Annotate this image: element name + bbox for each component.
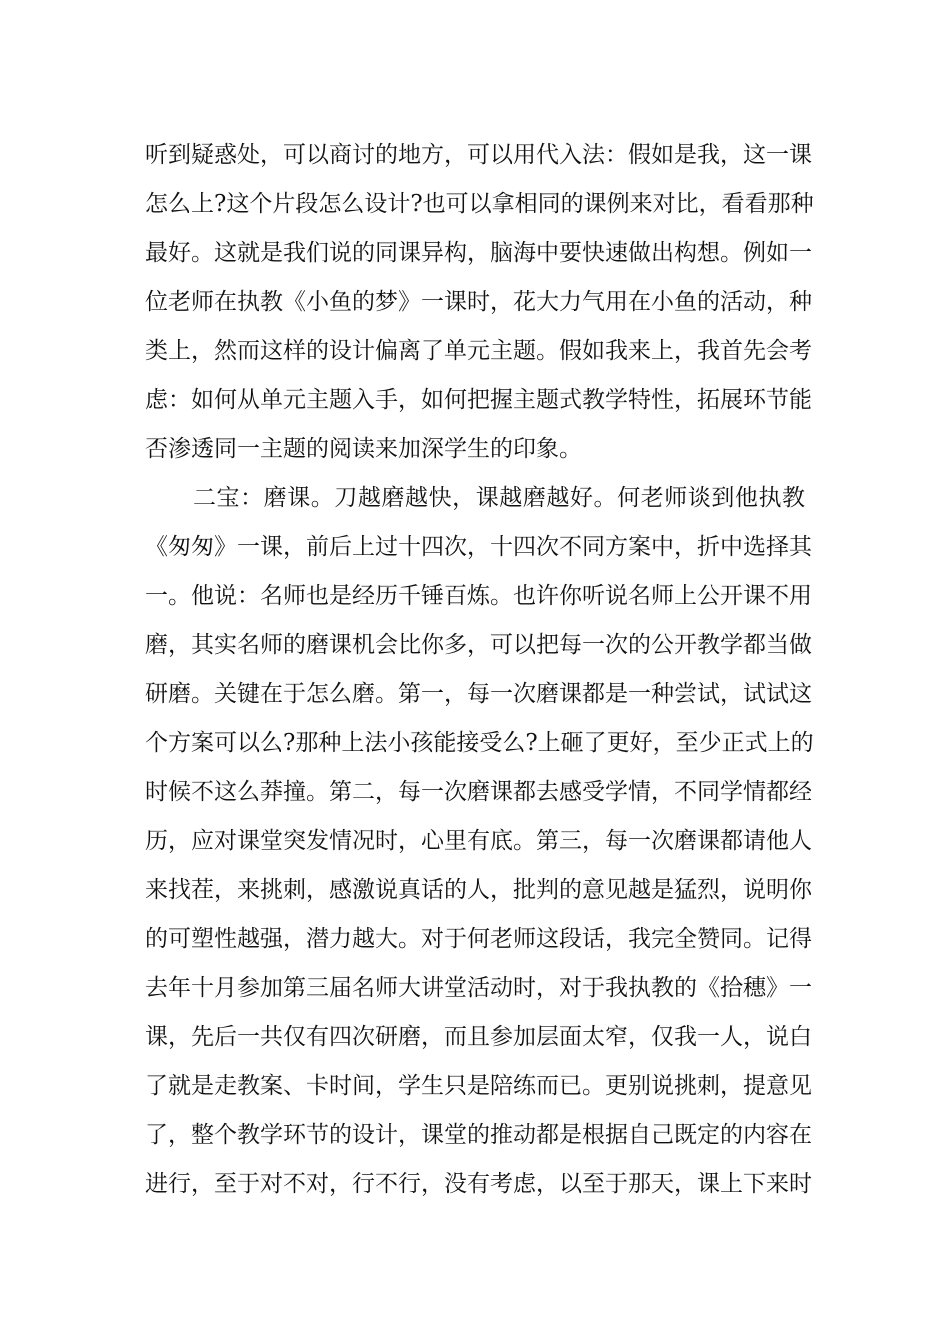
text-line: 了就是走教案、卡时间，学生只是陪练而已。更别说挑刺，提意见	[145, 1073, 812, 1099]
text-line: 《匆匆》一课，前后上过十四次，十四次不同方案中，折中选择其	[145, 534, 812, 560]
text-line: 进行，至于对不对，行不行，没有考虑，以至于那天，课上下来时	[145, 1171, 812, 1197]
text-line: 时候不这么莽撞。第二，每一次磨课都去感受学情，不同学情都经	[145, 779, 812, 805]
paragraph-start-line: 二宝：磨课。刀越磨越快，课越磨越好。何老师谈到他执教	[193, 485, 805, 511]
text-line: 虑：如何从单元主题入手，如何把握主题式教学特性，拓展环节能	[145, 387, 812, 413]
text-line: 一。他说：名师也是经历千锤百炼。也许你听说名师上公开课不用	[145, 583, 812, 609]
text-line: 研磨。关键在于怎么磨。第一，每一次磨课都是一种尝试，试试这	[145, 681, 812, 707]
text-line: 来找茬，来挑刺，感激说真话的人，批判的意见越是猛烈，说明你	[145, 877, 812, 903]
body-text	[145, 131, 814, 1209]
paragraph-end-line: 否渗透同一主题的阅读来加深学生的印象。	[145, 436, 582, 462]
text-line: 磨，其实名师的磨课机会比你多，可以把每一次的公开教学都当做	[145, 632, 812, 658]
text-line: 怎么上?这个片段怎么设计?也可以拿相同的课例来对比，看看那种	[145, 191, 814, 217]
text-line: 历，应对课堂突发情况时，心里有底。第三，每一次磨课都请他人	[145, 828, 812, 854]
text-line: 位老师在执教《小鱼的梦》一课时，花大力气用在小鱼的活动，种	[145, 289, 812, 315]
text-line: 课，先后一共仅有四次研磨，而且参加层面太窄，仅我一人，说白	[145, 1024, 812, 1050]
text-line: 的可塑性越强，潜力越大。对于何老师这段话，我完全赞同。记得	[145, 926, 812, 952]
text-line: 听到疑惑处，可以商讨的地方，可以用代入法：假如是我，这一课	[145, 142, 812, 168]
text-line: 最好。这就是我们说的同课异构，脑海中要快速做出构想。例如一	[145, 240, 812, 266]
text-line: 个方案可以么?那种上法小孩能接受么?上砸了更好，至少正式上的	[145, 730, 814, 756]
text-line: 去年十月参加第三届名师大讲堂活动时，对于我执教的《拾穗》一	[145, 975, 812, 1001]
text-line: 了，整个教学环节的设计，课堂的推动都是根据自己既定的内容在	[145, 1122, 812, 1148]
text-line: 类上，然而这样的设计偏离了单元主题。假如我来上，我首先会考	[145, 338, 812, 364]
